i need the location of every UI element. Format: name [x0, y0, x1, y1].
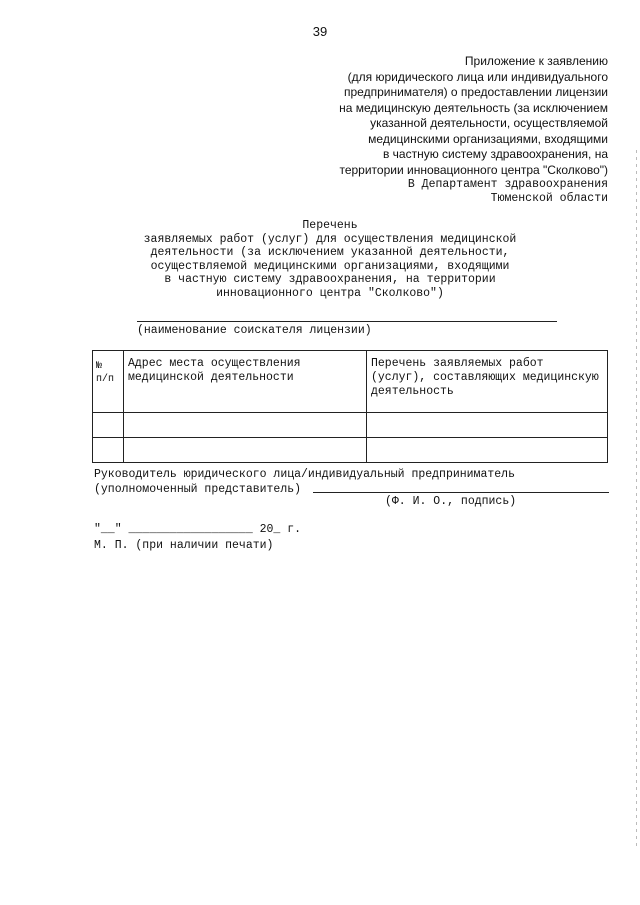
appendix-line: указанной деятельности, осуществляемой [370, 116, 608, 130]
list-title-line: инновационного центра "Сколково") [216, 286, 444, 300]
recipient-line: Тюменской области [490, 192, 608, 205]
table-header-row [93, 351, 608, 413]
signatory-title: Руководитель юридического лица/индивидуальный предприниматель [94, 468, 515, 481]
list-title-line: деятельности (за исключением указанной деятельности, [150, 246, 510, 260]
applicant-caption: (наименование соискателя лицензии) [137, 324, 372, 337]
list-title [110, 219, 550, 301]
representative-label: (уполномоченный представитель) [94, 483, 302, 496]
date-field[interactable]: "__" __________________ 20_ г. [94, 523, 302, 536]
col-works-header: Перечень заявляемых работ (услуг), составляющих медицинскую деятельность [367, 351, 608, 413]
list-title-line: в частную систему здравоохранения, на территории [164, 273, 496, 287]
list-title-line: заявляемых работ (услуг) для осуществления медицинской [143, 232, 517, 246]
table-row [93, 413, 608, 438]
list-title-line: осуществляемой медицинскими организациями, входящими [150, 259, 510, 273]
col-address-header: Адрес места осуществления медицинской деятельности [124, 351, 367, 413]
table-cell-works[interactable] [367, 438, 608, 463]
appendix-line: территории инновационного центра "Сколково") [339, 162, 608, 177]
appendix-line: (для юридического лица или индивидуального [347, 69, 608, 84]
recipient-block [408, 178, 608, 206]
col-number-header [93, 351, 124, 413]
appendix-line: Приложение к заявлению [464, 54, 608, 68]
col-number-label: п/п [96, 374, 115, 385]
scan-edge-dots [636, 150, 637, 850]
applicant-name-field[interactable] [137, 321, 557, 322]
appendix-line: в частную систему здравоохранения, на [382, 147, 608, 161]
recipient-line: В Департамент здравоохранения [407, 178, 608, 191]
table-cell-number[interactable] [93, 438, 124, 463]
page-number: 39 [312, 24, 328, 39]
appendix-note [288, 54, 608, 178]
table-cell-works[interactable] [367, 413, 608, 438]
table-cell-address[interactable] [124, 413, 367, 438]
table-cell-number[interactable] [93, 413, 124, 438]
table-cell-address[interactable] [124, 438, 367, 463]
seal-note: М. П. (при наличии печати) [94, 539, 274, 552]
signature-caption: (Ф. И. О., подпись) [385, 495, 517, 508]
list-heading: Перечень [302, 219, 358, 232]
table-row [93, 438, 608, 463]
appendix-line: предпринимателя) о предоставлении лицензии [343, 85, 608, 99]
works-table [92, 350, 608, 463]
appendix-line: на медицинскую деятельность (за исключением [339, 100, 608, 115]
col-number-label: № [96, 361, 103, 372]
signature-field[interactable] [313, 492, 609, 493]
appendix-line: медицинскими организациями, входящими [368, 131, 608, 146]
